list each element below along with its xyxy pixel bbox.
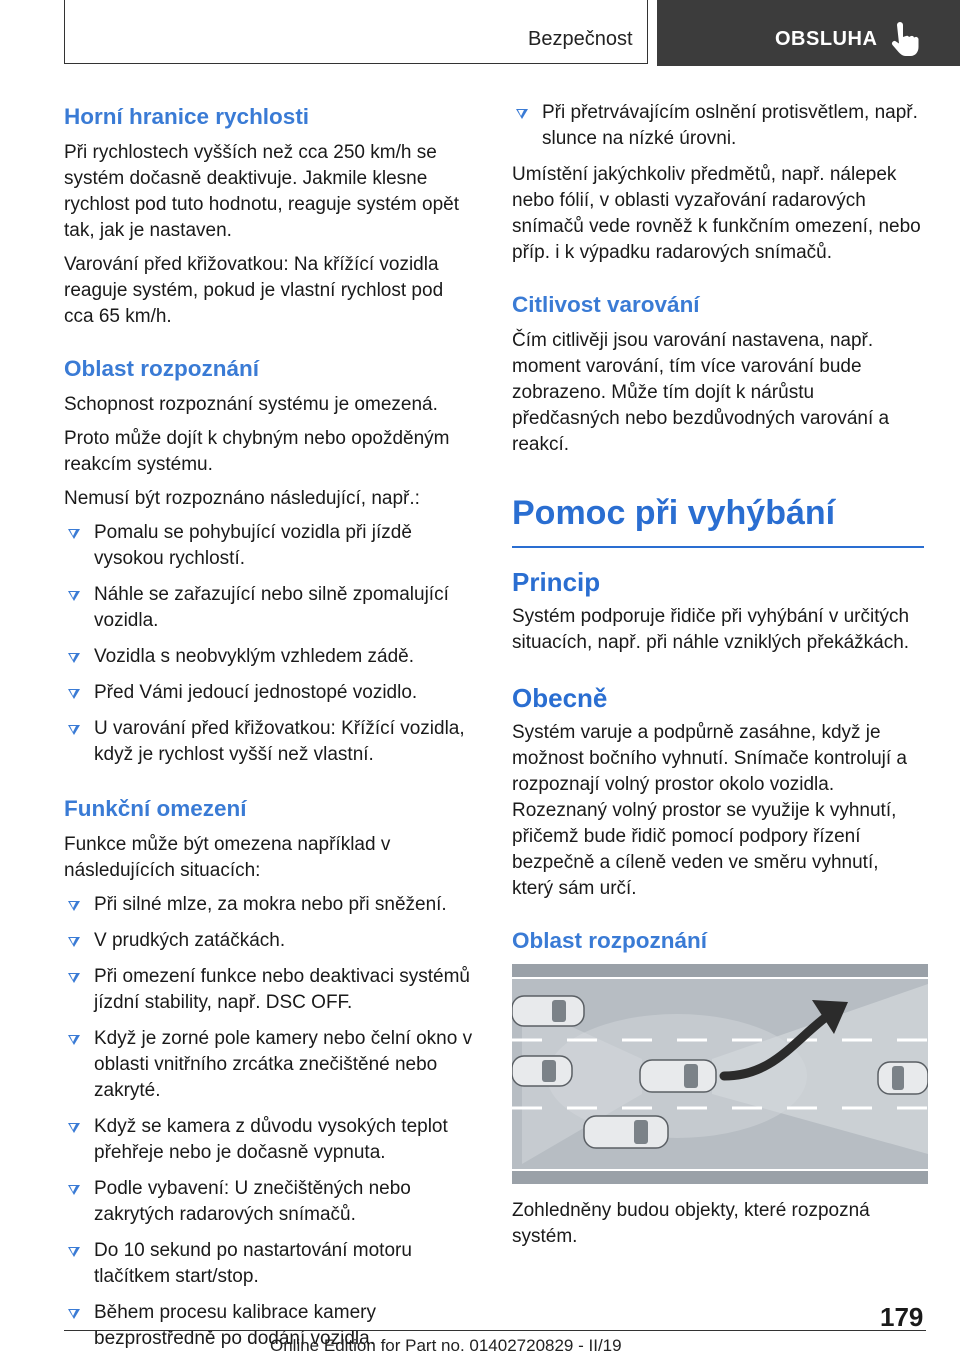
list-item: Náhle se zařazující nebo silně zpomalující vozidla. [64, 582, 476, 634]
bullet-list [64, 520, 476, 768]
bullet-list [64, 892, 476, 1352]
triangle-bullet-icon [68, 937, 80, 947]
paragraph: Systém podporuje řidiče při vyhýbání v určitých situacích, např. při náhle vzniklých překážkách. [512, 606, 910, 653]
paragraph: Nemusí být rozpoznáno následující, např.: [64, 488, 420, 509]
triangle-bullet-icon [68, 1309, 80, 1319]
figure-caption: Zohledněny budou objekty, které rozpozná systém. [512, 1200, 870, 1247]
section-heading-function-limits: Funkční omezení [64, 796, 247, 821]
paragraph: Čím citlivěji jsou varování nastavena, např. moment varování, tím více varování bude zobrazeno. Může tím dojít k nárůstu předčasných nebo bezdůvodných varování a reakcí. [512, 330, 890, 455]
list-item: V prudkých zatáčkách. [64, 928, 476, 954]
section-heading-warning-sensitivity: Citlivost varování [512, 292, 700, 317]
list-item: Pomalu se pohybující vozidla při jízdě vysokou rychlostí. [64, 520, 476, 572]
list-item: Při omezení funkce nebo deaktivaci systémů jízdní stability, např. DSC OFF. [64, 964, 476, 1016]
chapter-heading: Pomoc při vyhýbání [512, 488, 924, 548]
list-item: Do 10 sekund po nastartování motoru tlačítkem start/stop. [64, 1238, 476, 1290]
list-item: Vozidla s neobvyklým vzhledem zádě. [64, 644, 476, 670]
edition-footer: Online Edition for Part no. 01402720829 - II/19 [270, 1336, 622, 1355]
paragraph: Funkce může být omezena například v následujících situacích: [64, 834, 391, 881]
triangle-bullet-icon [68, 725, 80, 735]
chapter-tab-label: OBSLUHA [775, 28, 878, 50]
paragraph: Systém varuje a podpůrně zasáhne, když je možnost bočního vyhnutí. Snímače kontrolují a rozpoznají volný prostor okolo vozidla. Rozeznaný volný prostor se využije k vyhnutí, přičemž bude řidič pomocí podpory řízení bezpečně a cíleně veden ve směru vyhnutí, který sám určí. [512, 722, 907, 899]
detection-area-illustration [512, 964, 928, 1184]
section-title: Bezpečnost [528, 28, 633, 50]
paragraph: Proto může dojít k chybným nebo opožděným reakcím systému. [64, 428, 450, 475]
triangle-bullet-icon [68, 653, 80, 663]
list-item: Před Vámi jedoucí jednostopé vozidlo. [64, 680, 476, 706]
section-heading-principle: Princip [512, 567, 601, 597]
triangle-bullet-icon [68, 1185, 80, 1195]
bullet-list [512, 100, 924, 152]
left-column [64, 100, 476, 1362]
triangle-bullet-icon [68, 591, 80, 601]
list-item: Při silné mlze, za mokra nebo při sněžení. [64, 892, 476, 918]
list-item: Když je zorné pole kamery nebo čelní okno v oblasti vnitřního zrcátka znečištěné nebo zakryté. [64, 1026, 476, 1104]
triangle-bullet-icon [516, 109, 528, 119]
pointing-hand-icon [889, 22, 919, 58]
list-item: Při přetrvávajícím oslnění protisvětlem, např. slunce na nízké úrovni. [512, 100, 924, 152]
chapter-tab[interactable] [657, 0, 960, 66]
triangle-bullet-icon [68, 1035, 80, 1045]
paragraph: Umístění jakýchkoliv předmětů, např. nálepek nebo fólií, v oblasti vyzařování radarových snímačů vede rovněž k funkčním omezení, nebo příp. i k výpadku radarových snímačů. [512, 164, 921, 263]
footer-rule [64, 1330, 926, 1331]
list-item: Během procesu kalibrace kamery bezprostředně po dodání vozidla. [64, 1300, 476, 1352]
triangle-bullet-icon [68, 529, 80, 539]
triangle-bullet-icon [68, 1123, 80, 1133]
paragraph: Schopnost rozpoznání systému je omezená. [64, 394, 438, 415]
section-heading-detection-area-2: Oblast rozpoznání [512, 928, 708, 953]
paragraph: Při rychlostech vyšších než cca 250 km/h se systém dočasně deaktivuje. Jakmile klesne rychlost pod tuto hodnotu, reaguje systém opět tak, jak je nastaven. [64, 142, 460, 241]
triangle-bullet-icon [68, 973, 80, 983]
page-number: 179 [880, 1302, 924, 1332]
list-item: Podle vybavení: U znečištěných nebo zakrytých radarových snímačů. [64, 1176, 476, 1228]
triangle-bullet-icon [68, 1247, 80, 1257]
paragraph: Varování před křižovatkou: Na křížící vozidla reaguje systém, pokud je vlastní rychlost pod cca 65 km/h. [64, 254, 444, 327]
section-heading-general: Obecně [512, 683, 608, 713]
triangle-bullet-icon [68, 901, 80, 911]
section-heading-speed-limit: Horní hranice rychlosti [64, 104, 310, 129]
list-item: U varování před křižovatkou: Křížící vozidla, když je rychlost vyšší než vlastní. [64, 716, 476, 768]
right-column [512, 100, 924, 1258]
list-item: Když se kamera z důvodu vysokých teplot přehřeje nebo je dočasně vypnuta. [64, 1114, 476, 1166]
triangle-bullet-icon [68, 689, 80, 699]
section-heading-detection-area: Oblast rozpoznání [64, 356, 260, 381]
